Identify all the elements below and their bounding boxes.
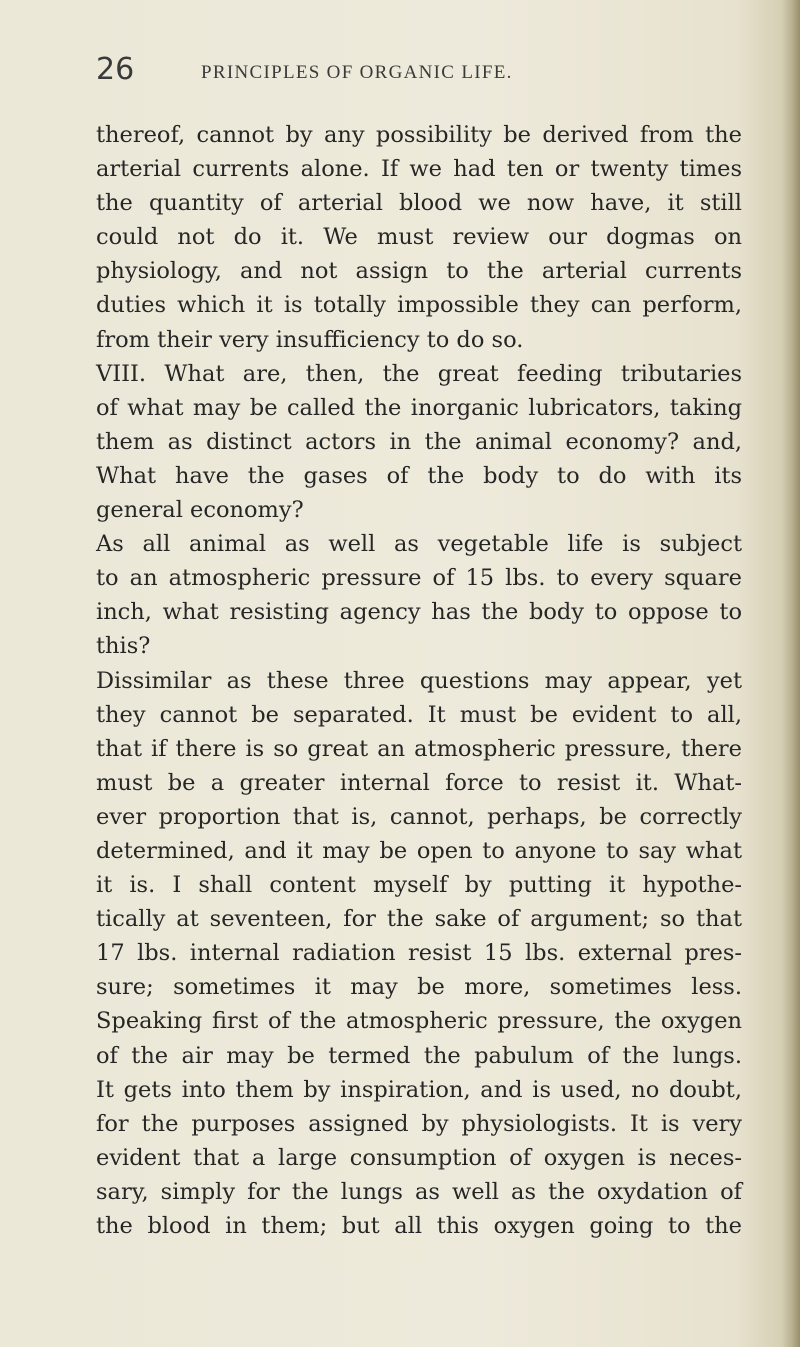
text-line: must be a greater internal force to resist it. What- — [96, 769, 742, 796]
running-title: PRINCIPLES OF ORGANIC LIFE. — [201, 62, 513, 83]
text-line: It gets into them by inspiration, and is used, no doubt, — [96, 1076, 742, 1103]
text-line: of what may be called the inorganic lubricators, taking — [96, 394, 742, 421]
text-line: VIII. What are, then, the great feeding tributaries — [96, 360, 742, 387]
text-line: for the purposes assigned by physiologists. It is very — [96, 1110, 742, 1137]
text-line: the blood in them; but all this oxygen going to the — [96, 1213, 742, 1239]
text-line: What have the gases of the body to do with its — [96, 462, 742, 489]
text-line: the quantity of arterial blood we now have, it still — [96, 190, 742, 217]
text-line: them as distinct actors in the animal economy? and, — [96, 428, 742, 455]
text-line: arterial currents alone. If we had ten or twenty times — [96, 156, 742, 183]
text-line: general economy? — [96, 497, 304, 524]
page-number: 26 — [96, 52, 135, 87]
text-line: Dissimilar as these three questions may appear, yet — [96, 667, 742, 694]
text-line: this? — [96, 633, 151, 660]
text-line: they cannot be separated. It must be evident to all, — [96, 701, 742, 728]
text-line: duties which it is totally impossible they can perform, — [96, 292, 742, 319]
text-line: As all animal as well as vegetable life is subject — [96, 531, 742, 558]
text-line: sure; sometimes it may be more, sometimes less. — [96, 974, 742, 1001]
page-edge-shadow — [782, 0, 800, 1347]
text-line: sary, simply for the lungs as well as the oxydation of — [96, 1178, 742, 1205]
text-line: that if there is so great an atmospheric pressure, there — [96, 735, 742, 762]
text-line: to an atmospheric pressure of 15 lbs. to every square — [96, 565, 742, 592]
body-text — [96, 118, 742, 1243]
text-line: Speaking first of the atmospheric pressure, the oxygen — [96, 1008, 742, 1035]
text-line: could not do it. We must review our dogmas on — [96, 224, 742, 251]
text-line: thereof, cannot by any possibility be derived from the — [96, 122, 742, 148]
page-header — [96, 52, 736, 92]
text-line: determined, and it may be open to anyone to say what — [96, 837, 742, 864]
text-line: from their very insufficiency to do so. — [96, 326, 524, 353]
text-line: inch, what resisting agency has the body to oppose to — [96, 599, 742, 626]
text-line: ever proportion that is, cannot, perhaps, be correctly — [96, 803, 742, 830]
text-line: it is. I shall content myself by putting it hypothe- — [96, 872, 742, 899]
text-line: of the air may be termed the pabulum of the lungs. — [96, 1042, 742, 1069]
text-line: evident that a large consumption of oxygen is neces- — [96, 1144, 742, 1171]
text-line: physiology, and not assign to the arterial currents — [96, 258, 742, 285]
text-line: tically at seventeen, for the sake of argument; so that — [96, 906, 742, 933]
text-line: 17 lbs. internal radiation resist 15 lbs. external pres- — [96, 940, 742, 967]
